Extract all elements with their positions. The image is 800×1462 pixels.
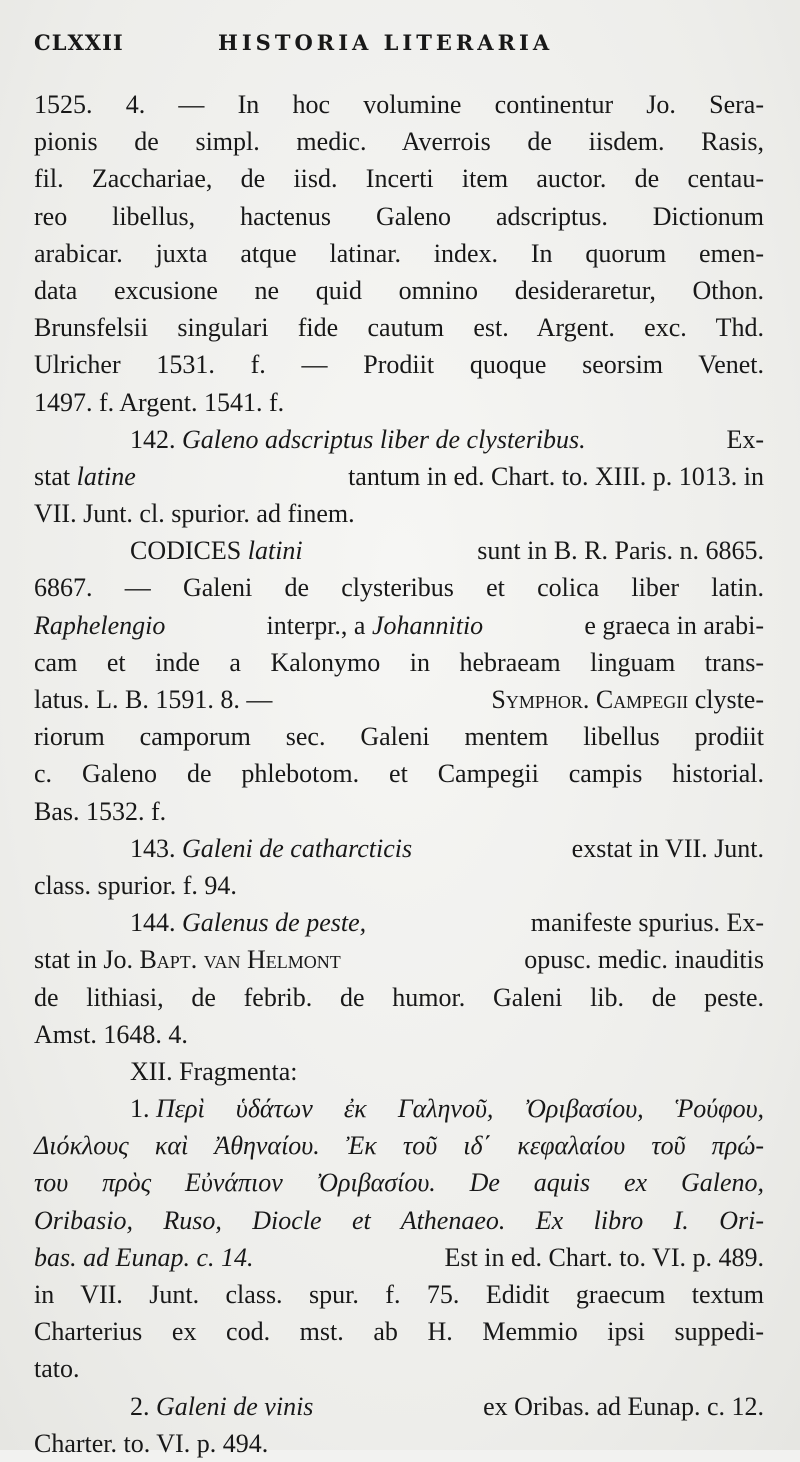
greek-line [34,1127,764,1164]
text-line: riorum camporum sec. Galeni mentem libellus prodiit [34,722,764,752]
text-fragment: latini [247,536,303,566]
text-line: reo libellus, hactenus Galeno adscriptus. Dictionum [34,201,764,231]
text-line: Charter. to. VI. p. 494. [34,1428,269,1458]
text-line: data excusione ne quid omnino desideraretur, Othon. [34,275,764,305]
text-fragment: interpr., a [266,610,366,640]
page-header [34,30,774,60]
body-text [34,86,764,1462]
text-line: Brunsfelsii singulari fide cautum est. Argent. exc. Thd. [34,313,764,343]
text-line: class. spurior. f. 94. [34,870,237,900]
text-fragment: opusc. medic. inauditis [524,945,764,975]
latin-title: bas. ad Eunap. c. 14. [34,1242,254,1272]
text-fragment: Ex- [726,424,764,454]
text-line: in VII. Junt. class. spur. f. 75. Edidit graecum textum [34,1280,764,1309]
text-line [34,1239,764,1276]
text-line: tato. [34,1354,80,1384]
text-fragment: latine [76,461,136,491]
codices-line [34,532,764,569]
text-fragment: exstat in VII. Junt. [571,833,764,863]
text-fragment: e graeca in arabi- [584,610,765,640]
section-heading: XII. Fragmenta: [130,1056,298,1086]
text-line: arabicar. juxta atque latinar. index. In quorum emen- [34,238,764,268]
fragment-2-line [34,1388,764,1425]
text-line [34,458,764,495]
entry-143-line [34,830,764,867]
folio-number: CLXXII [34,30,124,55]
text-line [34,607,764,644]
text-line: fil. Zacchariae, de iisd. Incerti item auctor. de centau- [34,164,764,194]
latin-title: Oribasio, Ruso, Diocle et Athenaeo. Ex libro I. Ori- [34,1205,764,1235]
text-line: cam et inde a Kalonymo in hebraeam linguam trans- [34,647,764,677]
text-fragment: ex Oribas. ad Eunap. c. 12. [483,1391,764,1421]
author-name: Bapt. van Helmont [139,945,341,975]
text-fragment: stat [34,461,71,491]
entry-number: 143. [130,833,176,863]
text-line: Amst. 1648. 4. [34,1019,188,1049]
entry-title: Galenus de peste, [182,908,367,938]
entry-number: 2. [130,1391,150,1421]
text-line: Charterius ex cod. mst. ab H. Memmio ipsi suppedi- [34,1317,764,1347]
text-fragment: sunt in B. R. Paris. n. 6865. [477,536,764,566]
entry-title: Galeni de vinis [156,1391,314,1421]
entry-number: 144. [130,908,176,938]
text-fragment: stat in Jo. [34,945,133,975]
text-line [34,681,764,718]
text-fragment: Raphelengio [34,610,166,640]
entry-144-line [34,904,764,941]
text-fragment: Est in ed. Chart. to. VI. p. 489. [444,1242,764,1272]
fragment-1-line [34,1090,764,1127]
author-name: Symphor. Campegii [491,685,689,714]
text-fragment: Johannitio [371,610,484,640]
text-fragment: clyste- [694,685,764,714]
text-line: c. Galeno de phlebotom. et Campegii campis historial. [34,759,764,789]
running-title: HISTORIA LITERARIA [218,30,554,55]
text-fragment: latus. L. B. 1591. 8. — [34,685,273,714]
greek-text: του πρὸς Εὐνάπιον Ὀριβασίου. De aquis ex Galeno, [34,1168,764,1198]
text-line: Ulricher 1531. f. — Prodiit quoque seorsim Venet. [34,350,764,380]
text-line: Bas. 1532. f. [34,796,167,826]
text-line: VII. Junt. cl. spurior. ad finem. [34,499,355,529]
entry-142-line [34,421,764,458]
entry-number: 142. [130,424,176,454]
text-line: 6867. — Galeni de clysteribus et colica liber latin. [34,573,764,603]
text-line: de lithiasi, de febrib. de humor. Galeni lib. de peste. [34,982,764,1012]
greek-text: Διόκλους καὶ Ἀθηναίου. Ἐκ τοῦ ιδ΄ κεφαλαίου τοῦ πρώ- [34,1131,764,1161]
text-line [34,1164,764,1201]
text-line [34,1202,764,1239]
text-fragment: CODICES [130,536,242,566]
greek-title: Περὶ ὑδάτων ἐκ Γαληνοῦ, Ὀριβασίου, Ῥούφου, [156,1094,764,1124]
text-fragment: tantum in ed. Chart. to. XIII. p. 1013. in [348,461,764,491]
text-line: 1525. 4. — In hoc volumine continentur Jo. Sera- [34,90,764,119]
text-line: 1497. f. Argent. 1541. f. [34,387,285,417]
entry-title: Galeni de catharcticis [182,833,413,863]
text-fragment: manifeste spurius. Ex- [530,908,764,938]
entry-number: 1. [130,1094,150,1124]
entry-title: Galeno adscriptus liber de clysteribus. [182,424,586,454]
text-line [34,941,764,978]
text-line: pionis de simpl. medic. Averrois de iisdem. Rasis, [34,127,764,157]
